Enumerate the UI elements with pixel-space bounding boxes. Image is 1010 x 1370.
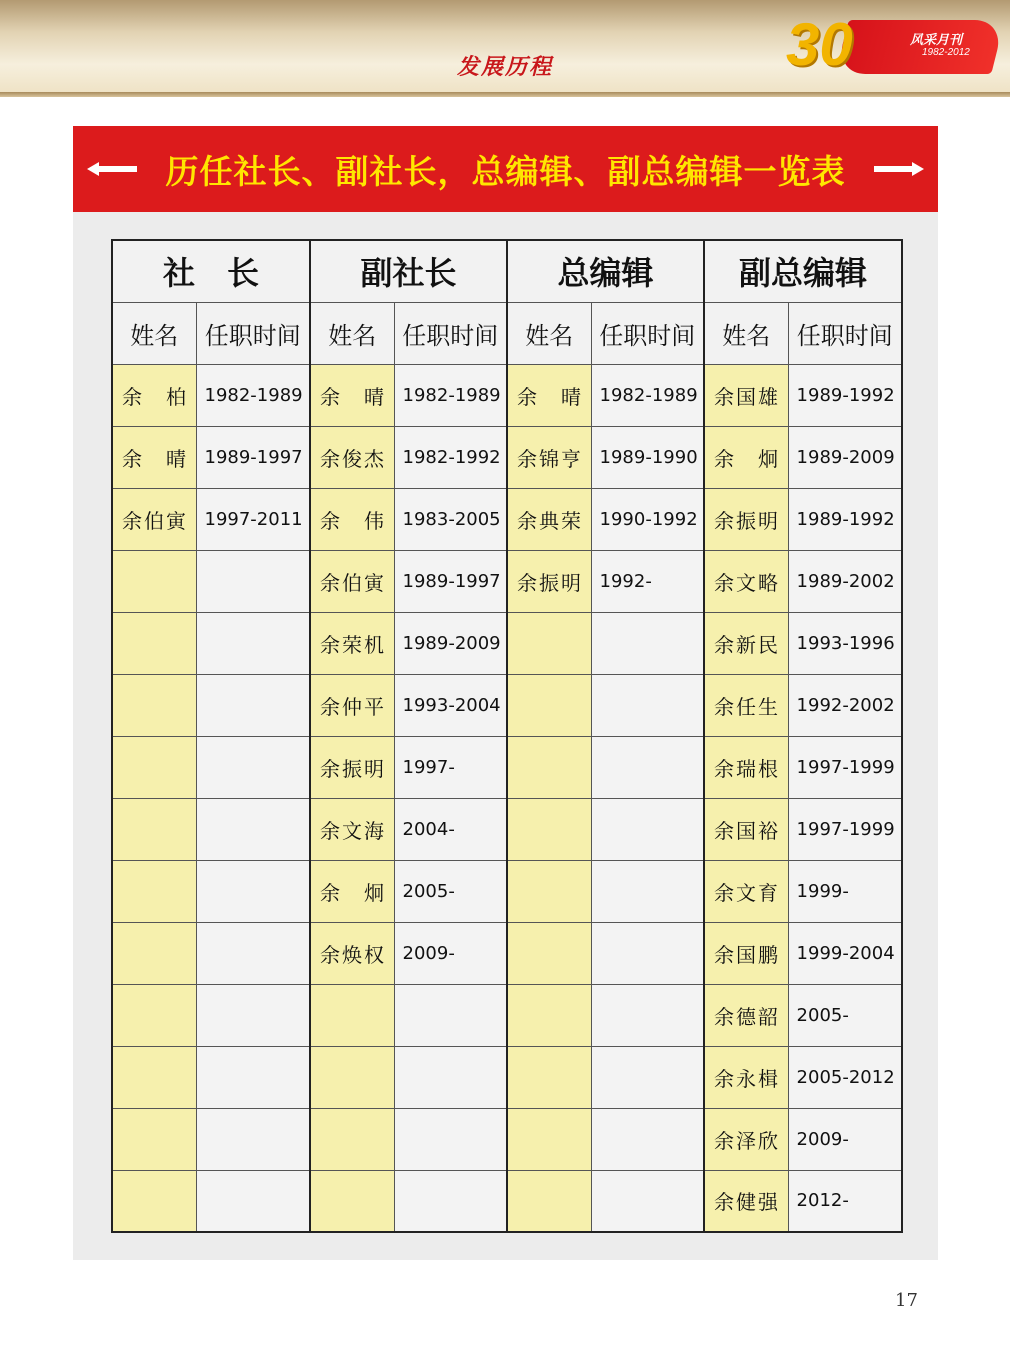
name-cell: 余伯寅 [310, 550, 394, 612]
term-cell: 1997-2011 [196, 488, 310, 550]
group-header-deputy-editor: 副总编辑 [704, 240, 902, 302]
term-cell: 1999-2004 [788, 922, 902, 984]
name-cell: 余锦亨 [507, 426, 591, 488]
term-cell: 2005-2012 [788, 1046, 902, 1108]
name-cell [112, 984, 196, 1046]
name-cell [112, 860, 196, 922]
term-cell: 1993-1996 [788, 612, 902, 674]
term-cell: 1989-1997 [394, 550, 507, 612]
term-cell [394, 1170, 507, 1232]
term-cell: 1989-1992 [788, 364, 902, 426]
name-cell: 余焕权 [310, 922, 394, 984]
term-cell: 2005- [788, 984, 902, 1046]
name-cell [507, 1170, 591, 1232]
group-header-president: 社 长 [112, 240, 310, 302]
name-cell: 余新民 [704, 612, 788, 674]
name-cell [112, 1108, 196, 1170]
term-cell: 1997-1999 [788, 736, 902, 798]
term-cell [196, 736, 310, 798]
term-cell [591, 984, 704, 1046]
name-cell: 余泽欣 [704, 1108, 788, 1170]
name-cell: 余振明 [310, 736, 394, 798]
name-cell: 余健强 [704, 1170, 788, 1232]
sub-header-term: 任职时间 [394, 302, 507, 364]
name-cell [310, 1108, 394, 1170]
table-row [112, 922, 902, 984]
name-cell: 余 柏 [112, 364, 196, 426]
table-row [112, 612, 902, 674]
group-header-row [112, 240, 902, 302]
name-cell [112, 922, 196, 984]
name-cell [507, 922, 591, 984]
sub-header-row [112, 302, 902, 364]
name-cell [112, 550, 196, 612]
header-divider [0, 92, 1010, 97]
name-cell [507, 674, 591, 736]
term-cell [394, 1046, 507, 1108]
name-cell: 余 炯 [310, 860, 394, 922]
term-cell [196, 1108, 310, 1170]
logo-magazine-name: 风采月刊 [910, 33, 963, 48]
term-cell: 1989-2009 [788, 426, 902, 488]
name-cell [112, 798, 196, 860]
table-row [112, 674, 902, 736]
name-cell: 余振明 [507, 550, 591, 612]
sub-header-term: 任职时间 [788, 302, 902, 364]
name-cell: 余振明 [704, 488, 788, 550]
name-cell: 余伯寅 [112, 488, 196, 550]
name-cell [507, 1046, 591, 1108]
name-cell [112, 612, 196, 674]
term-cell: 2009- [788, 1108, 902, 1170]
name-cell [507, 984, 591, 1046]
logo-number: 30 [786, 11, 853, 78]
section-title: 发展历程 [456, 54, 553, 80]
name-cell [310, 984, 394, 1046]
term-cell [591, 860, 704, 922]
term-cell: 1982-1989 [394, 364, 507, 426]
term-cell [196, 922, 310, 984]
leadership-table [111, 239, 903, 1233]
name-cell: 余仲平 [310, 674, 394, 736]
table-row [112, 364, 902, 426]
name-cell: 余文海 [310, 798, 394, 860]
term-cell: 1982-1992 [394, 426, 507, 488]
name-cell: 余 晴 [507, 364, 591, 426]
term-cell: 2009- [394, 922, 507, 984]
name-cell: 余文育 [704, 860, 788, 922]
term-cell [196, 860, 310, 922]
term-cell [196, 674, 310, 736]
group-header-vice-president: 副社长 [310, 240, 507, 302]
table-row [112, 488, 902, 550]
term-cell [196, 550, 310, 612]
term-cell: 2012- [788, 1170, 902, 1232]
name-cell: 余国鹏 [704, 922, 788, 984]
name-cell [507, 736, 591, 798]
term-cell [591, 1046, 704, 1108]
name-cell: 余永楫 [704, 1046, 788, 1108]
table-row [112, 984, 902, 1046]
name-cell: 余国雄 [704, 364, 788, 426]
logo-years: 1982-2012 [922, 47, 970, 58]
term-cell: 1992- [591, 550, 704, 612]
term-cell [196, 612, 310, 674]
name-cell: 余荣机 [310, 612, 394, 674]
term-cell [196, 1170, 310, 1232]
name-cell: 余国裕 [704, 798, 788, 860]
sub-header-name: 姓名 [704, 302, 788, 364]
group-header-editor-in-chief: 总编辑 [507, 240, 704, 302]
term-cell [591, 736, 704, 798]
term-cell: 1997-1999 [788, 798, 902, 860]
term-cell: 1992-2002 [788, 674, 902, 736]
name-cell: 余 炯 [704, 426, 788, 488]
term-cell [591, 1108, 704, 1170]
term-cell [591, 922, 704, 984]
name-cell: 余瑞根 [704, 736, 788, 798]
term-cell [591, 798, 704, 860]
sub-header-term: 任职时间 [591, 302, 704, 364]
table-body [112, 364, 902, 1232]
table-row [112, 1046, 902, 1108]
term-cell: 1989-1990 [591, 426, 704, 488]
right-arrow-ornament-icon [874, 162, 924, 176]
sub-header-term: 任职时间 [196, 302, 310, 364]
name-cell [507, 612, 591, 674]
table-row [112, 860, 902, 922]
term-cell: 1999- [788, 860, 902, 922]
name-cell [507, 860, 591, 922]
term-cell: 1990-1992 [591, 488, 704, 550]
term-cell [196, 984, 310, 1046]
page-number: 17 [895, 1290, 918, 1311]
name-cell [112, 674, 196, 736]
name-cell: 余 晴 [310, 364, 394, 426]
name-cell: 余任生 [704, 674, 788, 736]
table-row [112, 426, 902, 488]
term-cell [591, 1170, 704, 1232]
name-cell [507, 798, 591, 860]
term-cell: 2004- [394, 798, 507, 860]
name-cell [310, 1170, 394, 1232]
name-cell [112, 1170, 196, 1232]
term-cell: 1982-1989 [196, 364, 310, 426]
name-cell: 余典荣 [507, 488, 591, 550]
table-row [112, 798, 902, 860]
table-row [112, 1170, 902, 1232]
banner-title: 历任社长、副社长，总编辑、副总编辑一览表 [165, 152, 846, 191]
term-cell: 1989-1997 [196, 426, 310, 488]
term-cell [394, 1108, 507, 1170]
term-cell [591, 674, 704, 736]
table-row [112, 550, 902, 612]
name-cell: 余文略 [704, 550, 788, 612]
term-cell [394, 984, 507, 1046]
term-cell: 1983-2005 [394, 488, 507, 550]
term-cell: 2005- [394, 860, 507, 922]
name-cell [310, 1046, 394, 1108]
term-cell: 1989-2002 [788, 550, 902, 612]
name-cell [112, 1046, 196, 1108]
name-cell: 余德韶 [704, 984, 788, 1046]
term-cell: 1989-2009 [394, 612, 507, 674]
term-cell [591, 612, 704, 674]
table-row [112, 1108, 902, 1170]
term-cell: 1989-1992 [788, 488, 902, 550]
name-cell [507, 1108, 591, 1170]
table-row [112, 736, 902, 798]
name-cell: 余 晴 [112, 426, 196, 488]
term-cell: 1982-1989 [591, 364, 704, 426]
term-cell [196, 1046, 310, 1108]
term-cell: 1993-2004 [394, 674, 507, 736]
sub-header-name: 姓名 [112, 302, 196, 364]
term-cell [196, 798, 310, 860]
name-cell: 余 伟 [310, 488, 394, 550]
sub-header-name: 姓名 [507, 302, 591, 364]
name-cell [112, 736, 196, 798]
name-cell: 余俊杰 [310, 426, 394, 488]
term-cell: 1997- [394, 736, 507, 798]
anniversary-logo [782, 11, 1002, 80]
title-banner [73, 126, 938, 212]
sub-header-name: 姓名 [310, 302, 394, 364]
